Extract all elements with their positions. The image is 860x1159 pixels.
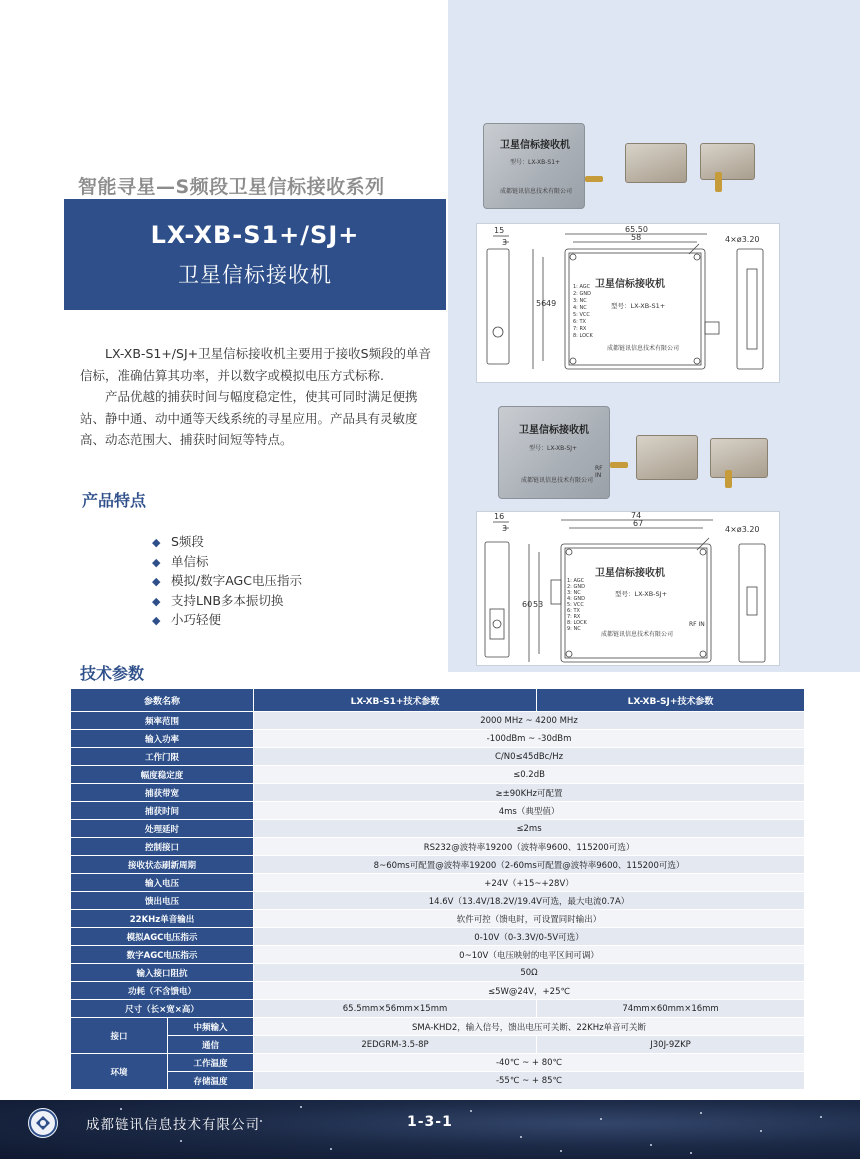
row-label: 馈出电压 — [71, 892, 254, 910]
row-sublabel: 存储温度 — [168, 1072, 254, 1090]
sma-connector — [725, 470, 732, 488]
footer-company-name: 成都链讯信息技术有限公司 — [86, 1117, 260, 1133]
feature-item: ◆ 小巧轻便 — [152, 610, 302, 630]
row-value: ≥±90KHz可配置 — [254, 784, 805, 802]
header-cell: LX-XB-S1+技术参数 — [254, 689, 537, 712]
features-list — [152, 532, 302, 630]
table-row — [71, 838, 805, 856]
pin-label: 2: GND — [573, 291, 591, 297]
table-row — [71, 1054, 805, 1072]
row-value: -40℃ ~ + 80℃ — [254, 1054, 805, 1072]
row-value: 65.5mm×56mm×15mm — [254, 1000, 537, 1018]
product-photo-s1-back — [700, 143, 755, 180]
dim-height1-label: 56 — [536, 299, 547, 308]
star-decoration — [300, 1106, 302, 1108]
diamond-bullet-icon: ◆ — [152, 555, 161, 569]
row-value: RS232@波特率19200（波特率9600、115200可选） — [254, 838, 805, 856]
pin-label: 5: VCC — [573, 312, 590, 318]
specs-table — [70, 688, 805, 1090]
star-decoration — [650, 1144, 652, 1146]
pin-label: 1: AGC — [567, 578, 585, 584]
pin-label: 8: LOCK — [567, 620, 587, 626]
dim-side-label: 15 — [494, 226, 505, 235]
sma-connector — [610, 462, 628, 468]
pin-label: 9: NC — [567, 626, 581, 632]
row-value: 14.6V（13.4V/18.2V/19.4V可选，最大电流0.7A） — [254, 892, 805, 910]
pin-label: 4: NC — [573, 305, 587, 311]
dim-height2-label: 49 — [546, 299, 557, 308]
row-label: 输入接口阻抗 — [71, 964, 254, 982]
star-decoration — [760, 1130, 762, 1132]
drawing-model: 型号：LX-XB-SJ+ — [615, 590, 668, 598]
model-title: LX-XB-S1+/SJ+ — [150, 221, 360, 249]
pin-label: 3: NC — [573, 298, 587, 304]
dimension-drawing-sj — [476, 511, 780, 666]
table-row — [71, 1036, 805, 1054]
table-row — [71, 1072, 805, 1090]
dim-side-label: 16 — [494, 512, 505, 521]
diamond-bullet-icon: ◆ — [152, 575, 161, 589]
row-label: 捕获带宽 — [71, 784, 254, 802]
row-sublabel: 通信 — [168, 1036, 254, 1054]
product-description — [80, 343, 440, 451]
pin-label: 6: TX — [573, 319, 586, 325]
company-logo — [28, 1108, 58, 1138]
drawing-rf-label: RF IN — [689, 621, 705, 628]
pin-label: 2: GND — [567, 584, 585, 590]
dim-side2-label: 3 — [502, 524, 508, 533]
row-label: 输入电压 — [71, 874, 254, 892]
description-paragraph: 产品优越的捕获时间与幅度稳定性，使其可同时满足便携站、静中通、动中通等天线系统的寻星应用。产品具有灵敏度高、动态范围大、捕获时间短等特点。 — [80, 389, 418, 447]
pin-label: 3: NC — [567, 590, 581, 596]
table-header-row — [71, 689, 805, 712]
table-row — [71, 766, 805, 784]
row-label: 频率范围 — [71, 712, 254, 730]
row-value: -100dBm ~ -30dBm — [254, 730, 805, 748]
pin-label: 4: GND — [567, 596, 585, 602]
star-decoration — [600, 1118, 602, 1120]
row-value: 50Ω — [254, 964, 805, 982]
star-decoration — [260, 1120, 262, 1122]
row-label: 模拟AGC电压指示 — [71, 928, 254, 946]
sma-connector — [715, 172, 722, 192]
row-group-label: 接口 — [71, 1018, 168, 1054]
pin-label: 7: RX — [567, 614, 581, 620]
table-row — [71, 892, 805, 910]
row-sublabel: 工作温度 — [168, 1054, 254, 1072]
row-value: 2EDGRM-3.5-8P — [254, 1036, 537, 1054]
star-decoration — [700, 1112, 702, 1114]
description-paragraph: LX-XB-S1+/SJ+卫星信标接收机主要用于接收S频段的单音信标，准确估算其功率，并以数字或模拟电压方式标称. — [80, 346, 432, 383]
row-label: 捕获时间 — [71, 802, 254, 820]
row-value: SMA-KHD2，输入信号，馈出电压可关断、22KHz单音可关断 — [254, 1018, 805, 1036]
diamond-bullet-icon: ◆ — [152, 614, 161, 628]
row-label: 尺寸（长×宽×高） — [71, 1000, 254, 1018]
table-row — [71, 982, 805, 1000]
table-row — [71, 820, 805, 838]
specs-heading: 技术参数 — [80, 664, 145, 683]
row-value: 2000 MHz ~ 4200 MHz — [254, 712, 805, 730]
row-label: 控制接口 — [71, 838, 254, 856]
row-value: ≤5W@24V，+25℃ — [254, 982, 805, 1000]
drawing-company: 成都链讯信息技术有限公司 — [601, 631, 674, 638]
row-label: 22KHz单音输出 — [71, 910, 254, 928]
header-cell: LX-XB-SJ+技术参数 — [537, 689, 805, 712]
star-decoration — [470, 1110, 472, 1112]
pin-label: 5: VCC — [567, 602, 584, 608]
series-title: 智能寻星—S频段卫星信标接收系列 — [78, 176, 385, 198]
drawing-model: 型号：LX-XB-S1+ — [611, 302, 666, 310]
dim-total-label: 74 — [631, 512, 642, 520]
drawing-company: 成都链讯信息技术有限公司 — [607, 345, 680, 352]
star-decoration — [560, 1150, 562, 1152]
model-banner — [64, 199, 446, 310]
row-label: 输入功率 — [71, 730, 254, 748]
star-decoration — [180, 1140, 182, 1142]
star-decoration — [120, 1108, 122, 1110]
table-row — [71, 964, 805, 982]
dim-total-label: 65.50 — [625, 225, 648, 234]
dim-height1-label: 60 — [522, 600, 533, 609]
diamond-bullet-icon: ◆ — [152, 536, 161, 549]
star-decoration — [520, 1136, 522, 1138]
table-row — [71, 856, 805, 874]
row-label: 接收状态刷新周期 — [71, 856, 254, 874]
dimension-drawing-s1 — [476, 223, 780, 383]
table-row — [71, 784, 805, 802]
pin-label: 1: AGC — [573, 284, 591, 290]
row-label: 功耗（不含馈电） — [71, 982, 254, 1000]
dim-side2-label: 3 — [502, 238, 508, 247]
row-value: 8~60ms可配置@波特率19200（2-60ms可配置@波特率9600、115200可选） — [254, 856, 805, 874]
table-row — [71, 802, 805, 820]
row-value: J30J-9ZKP — [537, 1036, 805, 1054]
pin-label: 6: TX — [567, 608, 580, 614]
row-value: +24V（+15~+28V） — [254, 874, 805, 892]
table-row — [71, 712, 805, 730]
feature-item: ◆ 单信标 — [152, 552, 302, 572]
header-cell: 参数名称 — [71, 689, 254, 712]
star-decoration — [820, 1116, 822, 1118]
star-decoration — [690, 1152, 692, 1154]
product-photo-s1: 卫星信标接收机 型号：LX-XB-S1+ 成都链讯信息技术有限公司 — [483, 123, 585, 209]
dim-height2-label: 53 — [533, 600, 544, 609]
row-value: C/N0≤45dBc/Hz — [254, 748, 805, 766]
features-heading: 产品特点 — [82, 491, 147, 510]
row-value: 0-10V（0-3.3V/0-5V可选） — [254, 928, 805, 946]
table-row — [71, 946, 805, 964]
pin-label: 8: LOCK — [573, 333, 593, 339]
row-label: 处理延时 — [71, 820, 254, 838]
table-row — [71, 748, 805, 766]
row-label: 数字AGC电压指示 — [71, 946, 254, 964]
dim-hole-label: 4×ø3.20 — [725, 235, 760, 244]
table-row — [71, 910, 805, 928]
feature-item: ◆ 支持LNB多本振切换 — [152, 591, 302, 611]
table-row — [71, 874, 805, 892]
row-value: 74mm×60mm×16mm — [537, 1000, 805, 1018]
page-number: 1-3-1 — [407, 1114, 453, 1130]
product-photo-s1-side — [625, 143, 687, 183]
table-row — [71, 730, 805, 748]
product-name: 卫星信标接收机 — [178, 263, 332, 287]
table-row — [71, 1000, 805, 1018]
table-row — [71, 928, 805, 946]
product-photo-sj-back — [710, 438, 768, 478]
table-row — [71, 1018, 805, 1036]
row-value: ≤2ms — [254, 820, 805, 838]
row-value: ≤0.2dB — [254, 766, 805, 784]
drawing-title: 卫星信标接收机 — [595, 279, 665, 290]
row-group-label: 环境 — [71, 1054, 168, 1090]
drawing-title: 卫星信标接收机 — [595, 568, 665, 579]
row-sublabel: 中频输入 — [168, 1018, 254, 1036]
dim-hole-label: 4×ø3.20 — [725, 525, 760, 534]
feature-item: ◆ S频段 — [152, 532, 302, 552]
feature-item: ◆ 模拟/数字AGC电压指示 — [152, 571, 302, 591]
footer-bar — [0, 1100, 860, 1159]
pin-label: 7: RX — [573, 326, 587, 332]
diamond-bullet-icon: ◆ — [152, 594, 161, 608]
dim-body-label: 58 — [631, 233, 642, 242]
row-value: 0~10V（电压映射的电平区间可调） — [254, 946, 805, 964]
sma-connector — [585, 176, 603, 182]
product-photo-sj-side — [636, 435, 698, 480]
row-value: 4ms（典型值） — [254, 802, 805, 820]
row-label: 工作门限 — [71, 748, 254, 766]
row-value: 软件可控（馈电时，可设置同时输出） — [254, 910, 805, 928]
dim-body-label: 67 — [633, 519, 644, 528]
star-decoration — [330, 1148, 332, 1150]
row-label: 幅度稳定度 — [71, 766, 254, 784]
row-value: -55℃ ~ + 85℃ — [254, 1072, 805, 1090]
product-photo-sj: 卫星信标接收机 型号：LX-XB-SJ+ 成都链讯信息技术有限公司 RF IN — [498, 406, 610, 499]
